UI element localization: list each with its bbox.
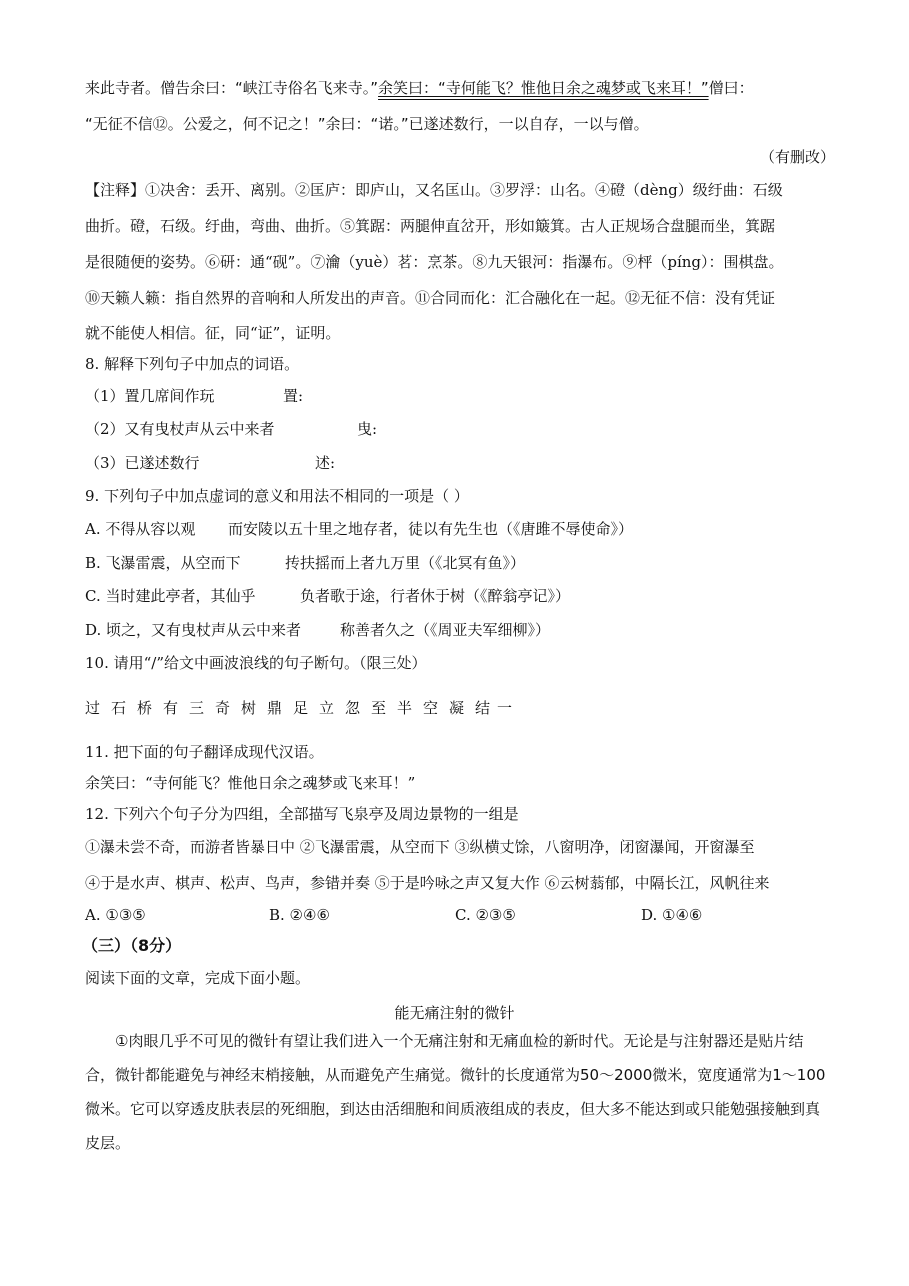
question-9-option-b-compare: 抟扶摇而上者九万里（《北冥有鱼》） <box>285 554 526 572</box>
question-9-option-a: A. 不得从容以观 <box>85 520 196 538</box>
question-8-stem: 8. 解释下列句子中加点的词语。 <box>85 355 300 373</box>
question-8-answer-label-3: 述: <box>315 454 336 472</box>
question-12-sentences-row-2: ④于是水声、棋声、松声、鸟声，参错并奏 ⑤于是吟咏之声又复大作 ⑥云树蓊郁，中隔长江，风帆往来 <box>85 874 770 892</box>
question-12-option-c: C. ②③⑤ <box>455 906 516 924</box>
notes-line: 【注释】①决舍：丢开、离别。②匡庐：即庐山，又名匡山。③罗浮：山名。④磴（dèng）级纡曲：石级 <box>85 181 783 199</box>
question-10-stem: 10. 请用“/”给文中画波浪线的句子断句。（限三处） <box>85 654 427 672</box>
notes-line: 是很随便的姿势。⑥研：通“砚”。⑦瀹（yuè）茗：烹茶。⑧九天银河：指瀑布。⑨枰（píng）：围棋盘。 <box>85 253 784 271</box>
question-9-option-c: C. 当时建此亭者，其仙乎 <box>85 587 256 605</box>
passage-text: 来此寺者。僧告余曰：“峡江寺俗名飞来寺。” <box>85 79 379 97</box>
question-8-answer-label-2: 曳: <box>357 420 378 438</box>
passage-line <box>85 78 754 98</box>
question-8-item-3: （3）已遂述数行 <box>85 454 200 472</box>
notes-line: 就不能使人相信。征，同“证”，证明。 <box>85 324 341 342</box>
question-9-option-d: D. 顷之，又有曳杖声从云中来者 <box>85 621 302 639</box>
section-heading: （三）（8分） <box>82 936 182 955</box>
question-12-option-b: B. ②④⑥ <box>269 906 330 924</box>
wavy-underlined-sentence: 余笑曰：“寺何能飞？惟他日余之魂梦或飞来耳！” <box>378 79 709 97</box>
question-9-option-d-compare: 称善者久之（《周亚夫军细柳》） <box>340 621 551 639</box>
question-10-sentence: 过石桥有三奇树鼎足立忽至半空凝结 <box>85 699 502 717</box>
question-9-option-c-compare: 负者歌于途，行者休于树（《醉翁亭记》） <box>300 587 571 605</box>
notes-line: 曲折。磴，石级。纡曲，弯曲、曲折。⑤箕踞：两腿伸直岔开，形如簸箕。古人正规场合盘腿而坐，箕踞 <box>85 217 776 235</box>
article-paragraph-1: ①肉眼几乎不可见的微针有望让我们进入一个无痛注射和无痛血检的新时代。无论是与注射器还是贴片结合，微针都能避免与神经末梢接触，从而避免产生痛觉。微针的长度通常为50～2000微米，宽度通常为1～100微米。它可以穿透皮肤表层的死细胞，到达由活细胞和间质液组成的表皮，但大多不能达到或只能勉强接触到真皮层。 <box>85 1032 826 1152</box>
question-11-sentence: 余笑曰：“寺何能飞？惟他日余之魂梦或飞来耳！” <box>85 774 416 792</box>
question-10-sentence-tail: 一 <box>497 699 513 717</box>
question-9-stem: 9. 下列句子中加点虚词的意义和用法不相同的一项是（ ） <box>85 487 469 505</box>
question-11-stem: 11. 把下面的句子翻译成现代汉语。 <box>85 743 324 761</box>
passage-line: “无征不信⑫。公爱之，何不记之！”余曰：“诺。”已遂述数行，一以自存，一以与僧。 <box>85 115 649 133</box>
question-12-sentences-row-1: ①瀑未尝不奇，而游者皆暴日中 ②飞瀑雷震，从空而下 ③纵横丈馀，八窗明净，闭窗瀑闻，开窗瀑至 <box>85 838 755 856</box>
question-8-answer-label-1: 置: <box>283 387 304 405</box>
question-12-stem: 12. 下列六个句子分为四组，全部描写飞泉亭及周边景物的一组是 <box>85 805 519 823</box>
question-12-option-d: D. ①④⑥ <box>641 906 703 924</box>
source-note: （有删改） <box>760 148 836 166</box>
section-instruction: 阅读下面的文章，完成下面小题。 <box>85 969 311 987</box>
question-8-item-1: （1）置几席间作玩 <box>85 387 215 405</box>
question-12-option-a: A. ①③⑤ <box>85 906 146 924</box>
passage-text: 僧曰： <box>708 79 754 97</box>
question-8-item-2: （2）又有曳杖声从云中来者 <box>85 420 275 438</box>
question-9-option-b: B. 飞瀑雷震，从空而下 <box>85 554 241 572</box>
notes-line: ⑩天籁人籁：指自然界的音响和人所发出的声音。⑪合同而化：汇合融化在一起。⑫无征不信：没有凭证 <box>85 289 776 307</box>
article-title: 能无痛注射的微针 <box>394 1004 515 1022</box>
question-9-option-a-compare: 而安陵以五十里之地存者，徒以有先生也（《唐雎不辱使命》） <box>228 520 634 538</box>
